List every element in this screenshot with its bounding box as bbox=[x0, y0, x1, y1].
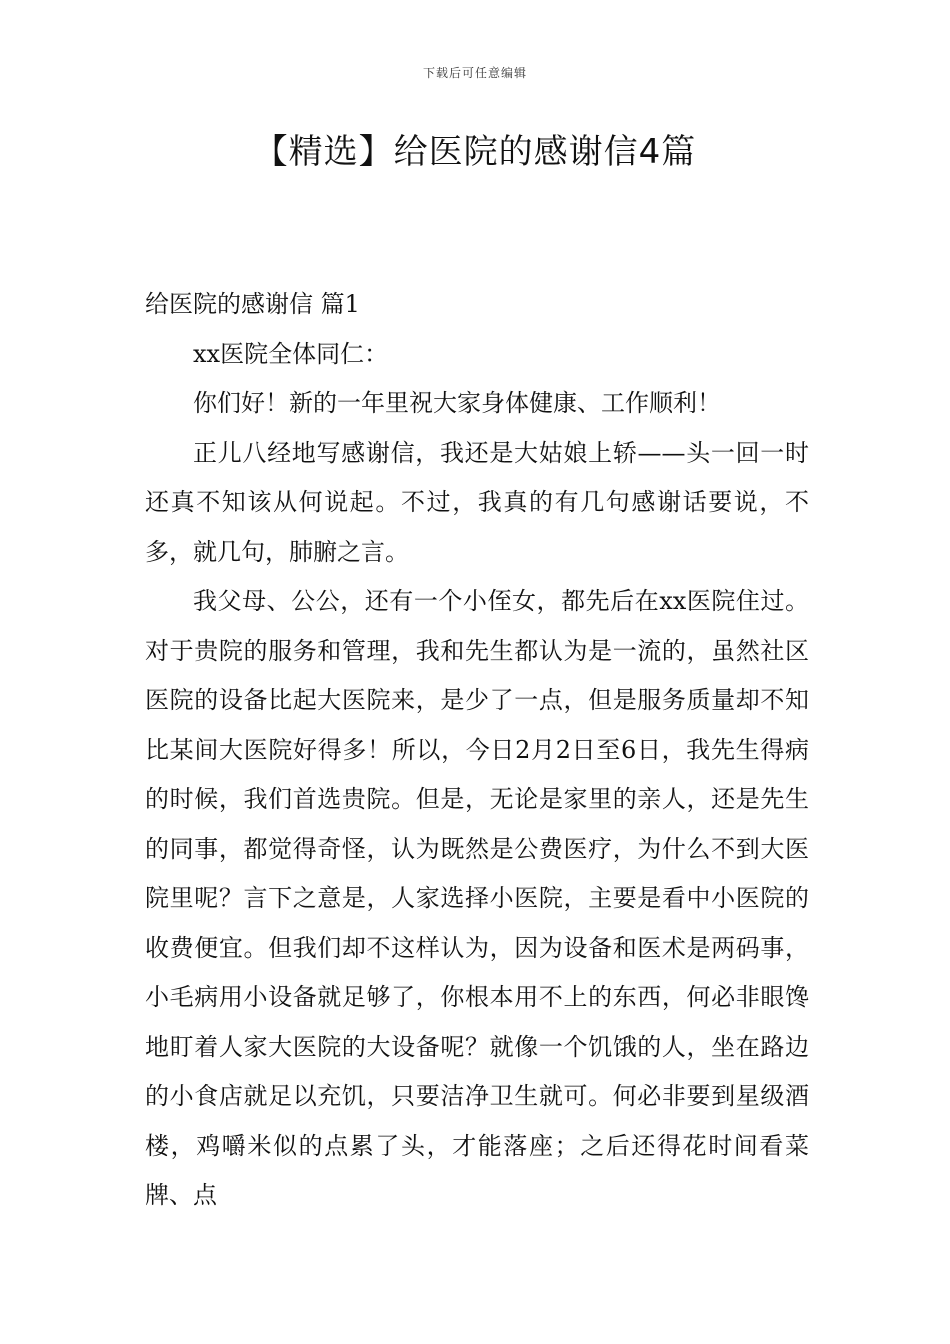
paragraph-intro: 正儿八经地写感谢信，我还是大姑娘上轿——头一回一时还真不知该从何说起。不过，我真的有几句感谢话要说，不多，就几句，肺腑之言。 bbox=[145, 438, 809, 566]
paragraph-main: 我父母、公公，还有一个小侄女，都先后在xx医院住过。对于贵院的服务和管理，我和先生都认为是一流的，虽然社区医院的设备比起大医院来，是少了一点，但是服务质量却不知比某间大医院好得多！所以，今日2月2日至6日，我先生得病的时候，我们首选贵院。但是，无论是家里的亲人，还是先生的同事，都觉得奇怪，认为既然是公费医疗，为什么不到大医院里呢？言下之意是，人家选择小医院，主要是看中小医院的收费便宜。但我们却不这样认为，因为设备和医术是两码事，小毛病用小设备就足够了，你根本用不上的东西，何必非眼馋地盯着人家大医院的大设备呢？就像一个饥饿的人，坐在路边的小食店就足以充饥，只要洁净卫生就可。何必非要到星级酒楼，鸡嚼米似的点累了头，才能落座；之后还得花时间看菜牌、点 bbox=[145, 587, 809, 1209]
paragraph-greeting: 你们好！新的一年里祝大家身体健康、工作顺利！ bbox=[193, 389, 721, 417]
salutation: xx医院全体同仁： bbox=[193, 339, 389, 368]
letter-body bbox=[145, 280, 809, 1221]
document-title: 【精选】给医院的感谢信4篇 bbox=[253, 132, 697, 172]
header-note: 下载后可任意编辑 bbox=[422, 66, 527, 80]
section-heading: 给医院的感谢信 篇1 bbox=[145, 290, 360, 318]
